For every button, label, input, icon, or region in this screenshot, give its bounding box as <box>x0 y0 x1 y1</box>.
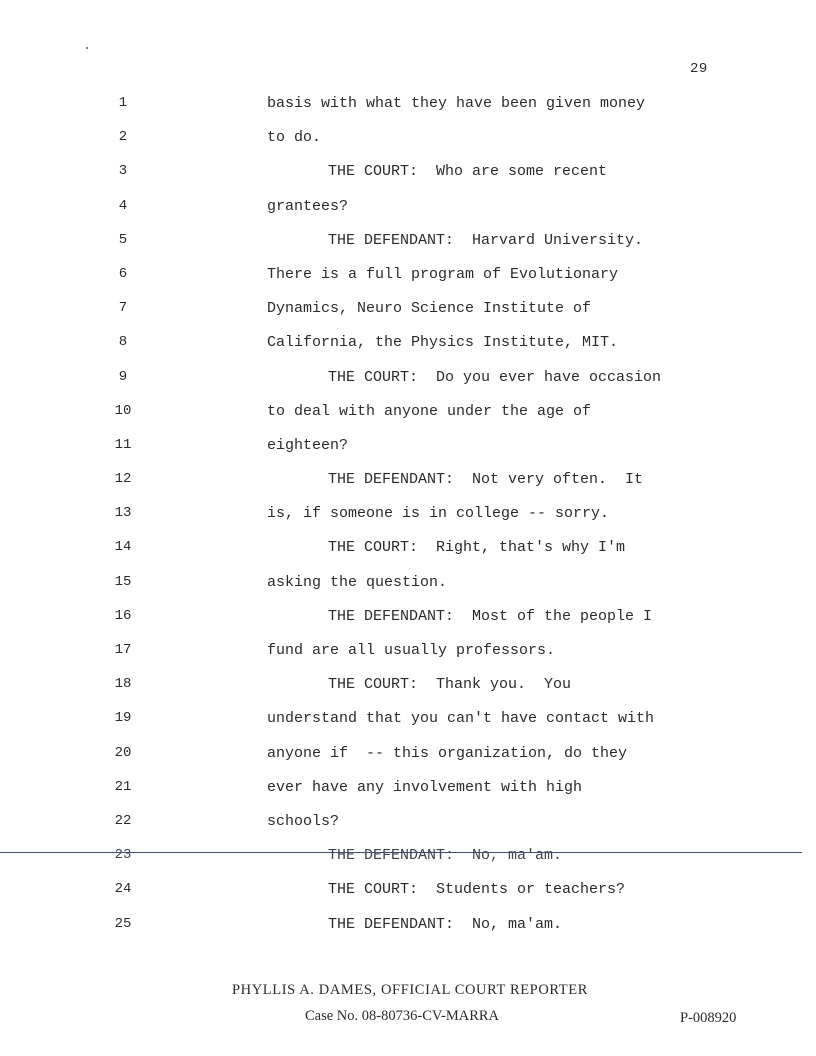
line-text: asking the question. <box>267 573 448 591</box>
line-text: ever have any involvement with high <box>267 778 583 796</box>
line-text: THE DEFENDANT: Most of the people I <box>328 607 653 625</box>
line-number: 12 <box>114 471 132 488</box>
transcript-line <box>0 505 816 539</box>
line-number: 22 <box>114 812 132 829</box>
line-text: to deal with anyone under the age of <box>267 402 592 420</box>
line-text: anyone if -- this organization, do they <box>267 744 628 762</box>
transcript-line <box>0 779 816 813</box>
line-number: 17 <box>114 642 132 658</box>
line-text: eighteen? <box>267 436 349 454</box>
line-number: 14 <box>114 539 132 556</box>
transcript-line <box>0 334 816 368</box>
line-text: THE DEFENDANT: Harvard University. <box>328 231 644 249</box>
line-number: 8 <box>118 334 128 351</box>
transcript-line <box>0 710 816 744</box>
line-text: is, if someone is in college -- sorry. <box>267 505 610 523</box>
line-text: THE COURT: Do you ever have occasion <box>328 368 662 386</box>
scan-artifact-rule <box>0 852 802 853</box>
line-text: THE COURT: Students or teachers? <box>328 881 626 899</box>
line-number: 10 <box>114 402 132 419</box>
line-text: California, the Physics Institute, MIT. <box>267 334 619 352</box>
transcript-line <box>0 813 816 847</box>
case-number: Case No. 08-80736-CV-MARRA <box>305 1008 500 1024</box>
line-text: fund are all usually professors. <box>267 642 556 659</box>
transcript-line <box>0 745 816 779</box>
transcript-line <box>0 95 816 129</box>
line-number: 9 <box>118 368 128 385</box>
line-text: THE COURT: Who are some recent <box>328 163 608 181</box>
line-number: 16 <box>114 607 132 624</box>
line-text: schools? <box>267 812 340 830</box>
line-number: 11 <box>114 436 132 453</box>
transcript-line <box>0 266 816 300</box>
line-text: grantees? <box>267 197 349 215</box>
scan-speck <box>86 47 88 49</box>
transcript-line <box>0 574 816 608</box>
line-text: THE DEFENDANT: No, ma'am. <box>328 915 563 933</box>
line-number: 1 <box>118 95 128 111</box>
transcript-line <box>0 471 816 505</box>
line-text: THE COURT: Thank you. You <box>328 676 572 694</box>
transcript-line <box>0 369 816 403</box>
line-text: THE DEFENDANT: Not very often. It <box>328 471 644 489</box>
line-text: THE COURT: Right, that's why I'm <box>328 539 626 557</box>
line-number: 20 <box>114 744 132 761</box>
line-number: 21 <box>114 778 132 795</box>
line-number: 13 <box>114 505 132 522</box>
line-text: understand that you can't have contact with <box>267 710 655 728</box>
transcript-line <box>0 198 816 232</box>
line-number: 19 <box>114 710 132 727</box>
line-number: 3 <box>118 163 128 180</box>
line-number: 15 <box>114 573 132 590</box>
line-number: 23 <box>114 847 132 864</box>
transcript-line <box>0 642 816 676</box>
line-text: basis with what they have been given money <box>267 95 646 112</box>
line-number: 24 <box>114 881 132 898</box>
transcript-line <box>0 300 816 334</box>
transcript-line <box>0 129 816 163</box>
transcript-line <box>0 916 816 950</box>
line-text: Dynamics, Neuro Science Institute of <box>267 300 592 318</box>
line-text: to do. <box>267 129 322 147</box>
line-number: 25 <box>114 915 132 932</box>
line-number: 7 <box>118 300 128 317</box>
transcript-line <box>0 403 816 437</box>
line-text: THE DEFENDANT: No, ma'am. <box>328 847 563 865</box>
transcript-body <box>0 95 816 950</box>
page-number: 29 <box>690 61 708 77</box>
transcript-line <box>0 676 816 710</box>
line-number: 18 <box>114 676 132 693</box>
line-number: 4 <box>118 197 128 214</box>
line-number: 2 <box>118 129 128 146</box>
transcript-line <box>0 608 816 642</box>
transcript-line <box>0 163 816 197</box>
transcript-line <box>0 437 816 471</box>
transcript-line <box>0 881 816 915</box>
court-reporter-footer: PHYLLIS A. DAMES, OFFICIAL COURT REPORTER <box>232 982 588 998</box>
line-number: 6 <box>118 265 128 282</box>
transcript-line <box>0 232 816 266</box>
transcript-line <box>0 539 816 573</box>
bates-number: P-008920 <box>680 1010 737 1026</box>
line-text: There is a full program of Evolutionary <box>267 265 619 283</box>
line-number: 5 <box>118 231 128 248</box>
